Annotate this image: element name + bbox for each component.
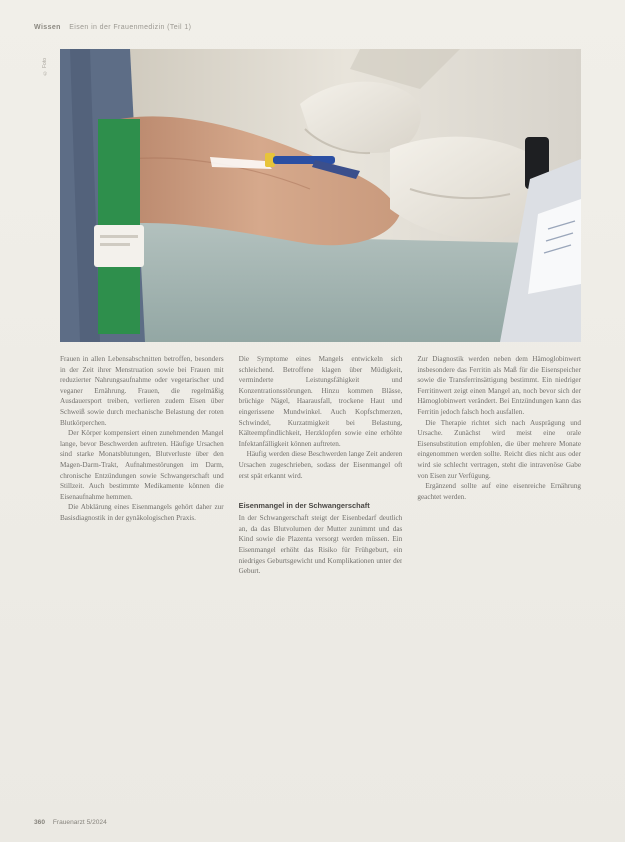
page-footer: [34, 819, 107, 826]
paragraph: Die Symptome eines Mangels entwickeln sich schleichend. Betroffene klagen über Müdigkeit, verminderte Leistungsfähigkeit und Konzentrationsstörungen. Hinzu kommen Blässe, brüchige Nägel, Haarausfall, trockene Haut und eingerissene Mundwinkel. Auch Kopfschmerzen, Schwindel, Kurzatmigkeit bei Belastung, Kälteempfindlichkeit, Herzklopfen sowie eine erhöhte Infektanfälligkeit können auftreten.: [238, 355, 403, 448]
paragraph: In der Schwangerschaft steigt der Eisenbedarf deutlich an, da das Blutvolumen der Mutter zunimmt und das Kind sowie die Plazenta versorgt werden müssen. Ein Eisenmangel erhöht das Risiko für Frühgeburt, ein niedriges Geburtsgewicht und Komplikationen unter der Geburt.: [238, 514, 403, 576]
paragraph: Zur Diagnostik werden neben dem Hämoglobinwert insbesondere das Ferritin als Maß für die Eisenspeicher sowie die Transferrinsättigung bestimmt. Ein niedriger Ferritinwert zeigt einen Mangel an, noch bevor sich der Hämoglobinwert verändert. Bei Entzündungen kann das Ferritin jedoch falsch hoch ausfallen.: [417, 355, 582, 416]
header-section: Wissen: [34, 24, 61, 31]
paragraph: Der Körper kompensiert einen zunehmenden Mangel lange, bevor Beschwerden auftreten. Häufige Ursachen sind starke Monatsblutungen, Blutverluste über den Magen-Darm-Trakt, Aufnahmestörungen im Darm, chronische Entzündungen sowie Schwangerschaft und Stillzeit. Auch bestimmte Medikamente können die Eisenaufnahme hemmen.: [60, 429, 224, 501]
column-3: [417, 354, 581, 814]
column-2: [239, 354, 403, 814]
issue-label: Frauenarzt 5/2024: [52, 819, 107, 826]
column-1: [60, 354, 224, 814]
paragraph: Häufig werden diese Beschwerden lange Zeit anderen Ursachen zugeschrieben, sodass der Eisenmangel oft erst spät erkannt wird.: [238, 450, 403, 480]
paragraph: Die Abklärung eines Eisenmangels gehört daher zur Basisdiagnostik in der gynäkologischen Praxis.: [60, 503, 224, 522]
paragraph: Frauen in allen Lebensabschnitten betroffen, besonders in der Zeit ihrer Menstruation sowie bei Frauen mit reduzierter Nahrungsaufnahme oder vegetarischer und veganer Ernährung. Frauen, die regelmäßig Ausdauersport treiben, verlieren zudem Eisen über Schweiß sowie durch mechanische Belastung der roten Blutkörperchen.: [60, 355, 224, 427]
running-header: [34, 24, 191, 31]
infusion-photo: [60, 49, 581, 342]
paragraph: Die Therapie richtet sich nach Ausprägung und Ursache. Zunächst wird meist eine orale Eisensubstitution empfohlen, die über mehrere Monate eingenommen werden sollte. Reicht dies nicht aus oder wird sie schlecht vertragen, steht die intravenöse Gabe von Eisen zur Verfügung.: [417, 418, 582, 480]
page-number: 360: [34, 819, 46, 826]
section-heading: Eisenmangel in der Schwangerschaft: [238, 501, 370, 511]
paragraph: Ergänzend sollte auf eine eisenreiche Ernährung geachtet werden.: [417, 482, 582, 501]
header-title: Eisen in der Frauenmedizin (Teil 1): [69, 24, 192, 31]
photo-credit: © Foto: [42, 58, 48, 76]
article-body: [60, 354, 581, 814]
